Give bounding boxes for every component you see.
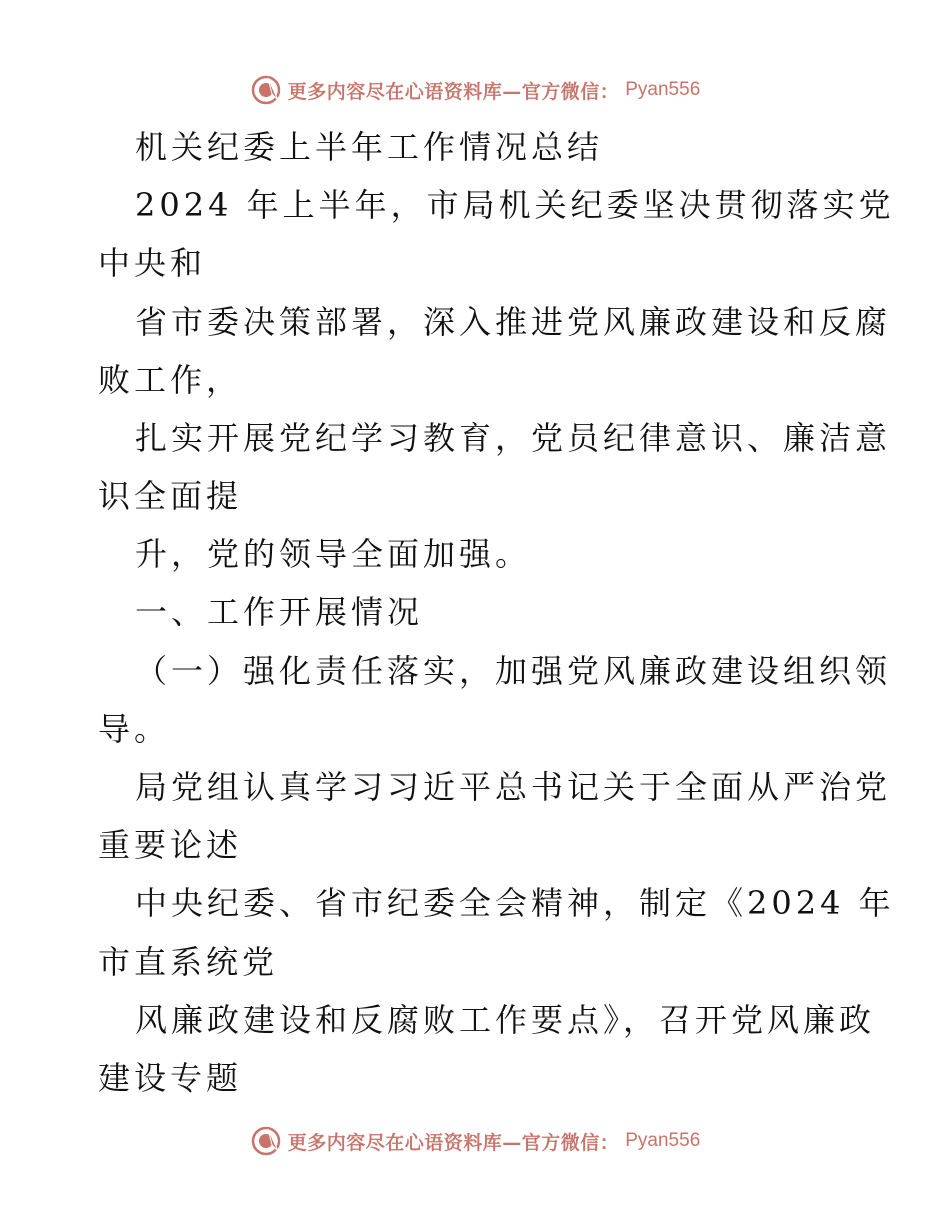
subsection-heading: （一）强化责任落实，加强党风廉政建设组织领 bbox=[135, 652, 892, 690]
header-banner bbox=[0, 70, 950, 110]
doc-title: 机关纪委上半年工作情况总结 bbox=[135, 128, 604, 166]
pen-logo-icon bbox=[250, 74, 282, 106]
doc-line: 省市委决策部署，深入推进党风廉政建设和反腐 bbox=[135, 303, 892, 341]
footer-banner bbox=[0, 1121, 950, 1161]
doc-line: 市直系统党 bbox=[98, 943, 279, 981]
doc-line: 建设专题 bbox=[98, 1059, 243, 1097]
doc-line: 扎实开展党纪学习教育，党员纪律意识、廉洁意 bbox=[135, 419, 892, 457]
doc-line: 重要论述 bbox=[98, 826, 243, 864]
doc-line: 风廉政建设和反腐败工作要点》，召开党风廉政 bbox=[135, 1001, 876, 1039]
doc-line: 中央和 bbox=[98, 244, 207, 282]
section-heading: 一、工作开展情况 bbox=[135, 593, 424, 631]
doc-line: 败工作， bbox=[98, 361, 243, 399]
header-banner-text: 更多内容尽在心语资料库—官方微信： bbox=[287, 80, 620, 103]
doc-line: 中央纪委、省市纪委全会精神，制定《2024 年 bbox=[135, 884, 895, 922]
header-banner-id: Pyan556 bbox=[625, 79, 701, 100]
pen-logo-icon bbox=[250, 1125, 282, 1157]
footer-banner-text: 更多内容尽在心语资料库—官方微信： bbox=[287, 1131, 620, 1154]
doc-line: 识全面提 bbox=[98, 477, 243, 515]
doc-line: 导。 bbox=[98, 710, 171, 748]
doc-line: 局党组认真学习习近平总书记关于全面从严治党 bbox=[135, 768, 892, 806]
doc-line: 升，党的领导全面加强。 bbox=[135, 535, 532, 573]
doc-line: 2024 年上半年，市局机关纪委坚决贯彻落实党 bbox=[135, 186, 895, 224]
footer-banner-id: Pyan556 bbox=[625, 1130, 701, 1151]
